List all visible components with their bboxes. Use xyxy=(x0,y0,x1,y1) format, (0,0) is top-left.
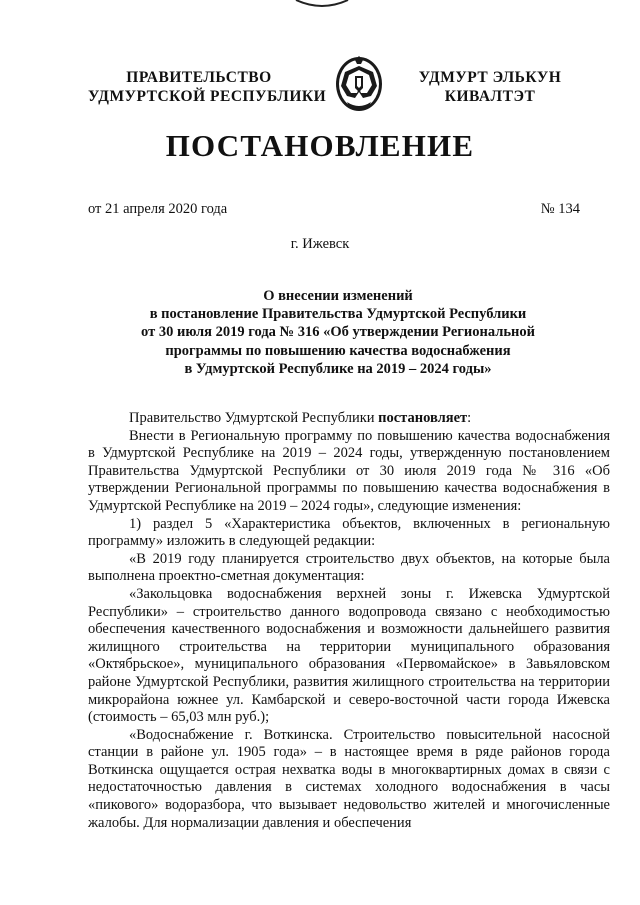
subject-line-5: в Удмуртской Республике на 2019 – 2024 годы» xyxy=(184,360,492,377)
body-paragraph-4: «Закольцовка водоснабжения верхней зоны г. Ижевска Удмуртской Республики» – строительство данного водопровода связано с необходимостью обеспечения качественного водоснабжения и возможности дальнейшего развития жилищного строительства на территории муниципального образования «Октябрьское», муниципального образования «Первомайское» в Завьяловском районе Удмуртской Республики, развития жилищного строительства на территории микрорайона южнее ул. Камбарской и северо-восточной части города Ижевска (стоимость – 65,03 млн руб.); xyxy=(88,585,610,726)
header-right xyxy=(418,68,562,106)
document-title: ПОСТАНОВЛЕНИЕ xyxy=(165,128,475,163)
body-paragraph-3: «В 2019 году планируется строительство двух объектов, на которые была выполнена проектно-сметная документация: xyxy=(88,550,610,585)
document-subject xyxy=(88,287,588,378)
body-paragraph-5: «Водоснабжение г. Воткинска. Строительство повысительной насосной станции в районе ул. 1905 года» – в настоящее время в ряде районов города Воткинска ощущается острая нехватка воды в многоквартирных домах в связи с недостаточностью давления в системах холодного водоснабжения в часы «пикового» водоразбора, что вызывает недовольство жителей и многочисленные жалобы. Для нормализации давления и обеспечения xyxy=(88,726,610,831)
document-city: г. Ижевск xyxy=(290,236,350,252)
subject-line-2: в постановление Правительства Удмуртской Республики xyxy=(149,306,527,323)
body-paragraph-1: Внести в Региональную программу по повышению качества водоснабжения в Удмуртской Республике на 2019 – 2024 годы, утвержденную постановлением Правительства Удмуртской Республики от 30 июля 2019 года № 316 «Об утверждении Региональной программы по повышению качества водоснабжения в Удмуртской Республике на 2019 – 2024 годы», следующие изменения: xyxy=(88,427,610,514)
header-right-line-1: УДМУРТ ЭЛЬКУН xyxy=(418,69,562,86)
body-paragraph-2: 1) раздел 5 «Характеристика объектов, включенных в региональную программу» изложить в следующей редакции: xyxy=(88,515,610,550)
header-left-line-1: ПРАВИТЕЛЬСТВО xyxy=(126,69,272,86)
coat-of-arms-icon xyxy=(333,52,385,114)
document-body xyxy=(88,410,610,832)
intro-end: : xyxy=(467,410,472,426)
header-left-line-2: УДМУРТСКОЙ РЕСПУБЛИКИ xyxy=(88,88,327,105)
header-right-line-2: КИВАЛТЭТ xyxy=(444,88,536,105)
subject-line-1: О внесении изменений xyxy=(263,288,413,304)
subject-line-4: программы по повышению качества водоснабжения xyxy=(165,342,511,359)
intro-text: Правительство Удмуртской Республики xyxy=(129,410,379,426)
header-left xyxy=(88,68,327,106)
document-number: № 134 xyxy=(540,201,580,217)
scan-fragment-mark xyxy=(292,0,352,10)
subject-line-3: от 30 июля 2019 года № 316 «Об утверждении Региональной xyxy=(141,324,535,341)
document-date: от 21 апреля 2020 года xyxy=(88,201,228,217)
intro-bold: постановляет xyxy=(378,410,468,426)
intro-paragraph xyxy=(88,410,610,428)
